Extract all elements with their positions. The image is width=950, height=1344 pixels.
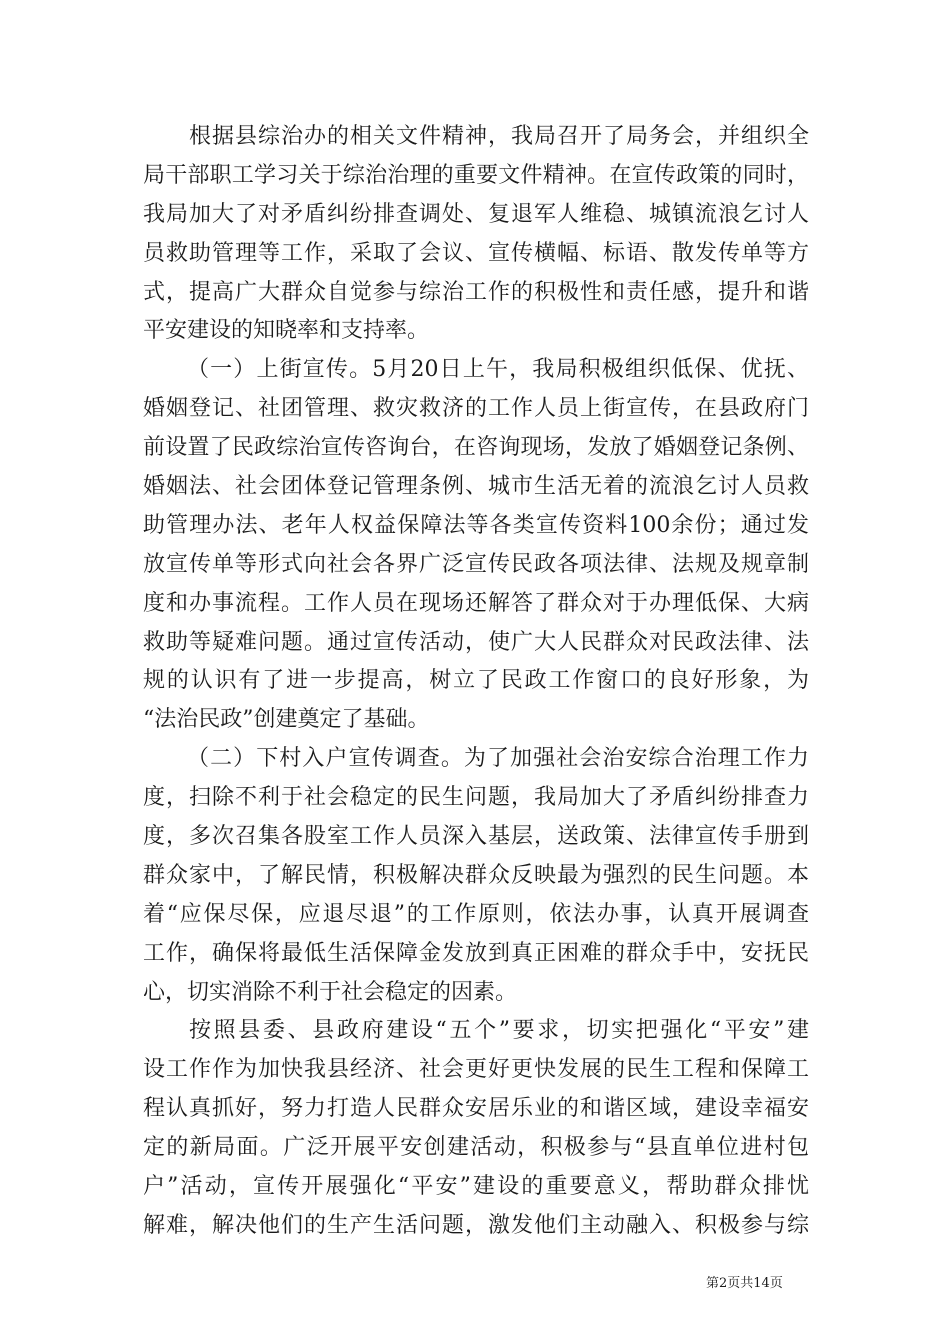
text-line: （一）上街宣传。5月20日上午，我局积极组织低保、优抚、 (187, 357, 809, 383)
text-line: 着“应保尽保，应退尽退”的工作原则，依法办事，认真开展调查 (143, 901, 809, 927)
text-line: 心，切实消除不利于社会稳定的因素。 (143, 979, 518, 1005)
document-body (143, 118, 809, 1246)
text-line: 度，多次召集各股室工作人员深入基层，送政策、法律宣传手册到 (143, 824, 809, 850)
text-line: 工作，确保将最低生活保障金发放到真正困难的群众手中，安抚民 (143, 940, 809, 966)
paragraph-street-publicity (143, 351, 809, 740)
text-line: 我局加大了对矛盾纠纷排查调处、复退军人维稳、城镇流浪乞讨人 (143, 201, 809, 227)
text-line: （二）下村入户宣传调查。为了加强社会治安综合治理工作力 (187, 746, 809, 772)
text-line: 放宣传单等形式向社会各界广泛宣传民政各项法律、法规及规章制 (143, 551, 809, 577)
text-line: 按照县委、县政府建设“五个”要求，切实把强化“平安”建 (189, 1018, 809, 1044)
paragraph-peace-building (143, 1012, 809, 1245)
text-line: 平安建设的知晓率和支持率。 (143, 318, 430, 344)
text-line: 度，扫除不利于社会稳定的民生问题，我局加大了矛盾纠纷排查力 (143, 785, 809, 811)
text-line: “法治民政”创建奠定了基础。 (143, 707, 430, 733)
text-line: 群众家中，了解民情，积极解决群众反映最为强烈的民生问题。本 (143, 862, 809, 888)
text-line: 婚姻法、社会团体登记管理条例、城市生活无着的流浪乞讨人员救 (143, 474, 809, 500)
text-line: 根据县综治办的相关文件精神，我局召开了局务会，并组织全 (189, 124, 809, 149)
text-line: 救助等疑难问题。通过宣传活动，使广大人民群众对民政法律、法 (143, 629, 809, 655)
paragraph-intro (143, 118, 809, 351)
text-line: 规的认识有了进一步提高，树立了民政工作窗口的良好形象，为 (143, 668, 809, 694)
text-line: 婚姻登记、社团管理、救灾救济的工作人员上街宣传，在县政府门 (143, 396, 809, 422)
text-line: 设工作作为加快我县经济、社会更好更快发展的民生工程和保障工 (143, 1057, 809, 1083)
text-line: 局干部职工学习关于综治治理的重要文件精神。在宣传政策的同时， (143, 162, 809, 188)
text-line: 户”活动，宣传开展强化“平安”建设的重要意义，帮助群众排忧 (143, 1174, 809, 1200)
text-line: 式，提高广大群众自觉参与综治工作的积极性和责任感，提升和谐 (143, 279, 809, 305)
text-line: 解难，解决他们的生产生活问题，激发他们主动融入、积极参与综 (143, 1212, 809, 1238)
text-line: 员救助管理等工作，采取了会议、宣传横幅、标语、散发传单等方 (143, 240, 809, 266)
page-number: 第2页共14页 (706, 1276, 783, 1291)
text-line: 程认真抓好，努力打造人民群众安居乐业的和谐区域，建设幸福安 (143, 1096, 809, 1122)
paragraph-village-survey (143, 740, 809, 1012)
text-line: 前设置了民政综治宣传咨询台，在咨询现场，发放了婚姻登记条例、 (143, 435, 809, 461)
text-line: 度和办事流程。工作人员在现场还解答了群众对于办理低保、大病 (143, 590, 809, 616)
text-line: 助管理办法、老年人权益保障法等各类宣传资料100余份；通过发 (143, 512, 809, 538)
text-line: 定的新局面。广泛开展平安创建活动，积极参与“县直单位进村包 (143, 1135, 809, 1161)
